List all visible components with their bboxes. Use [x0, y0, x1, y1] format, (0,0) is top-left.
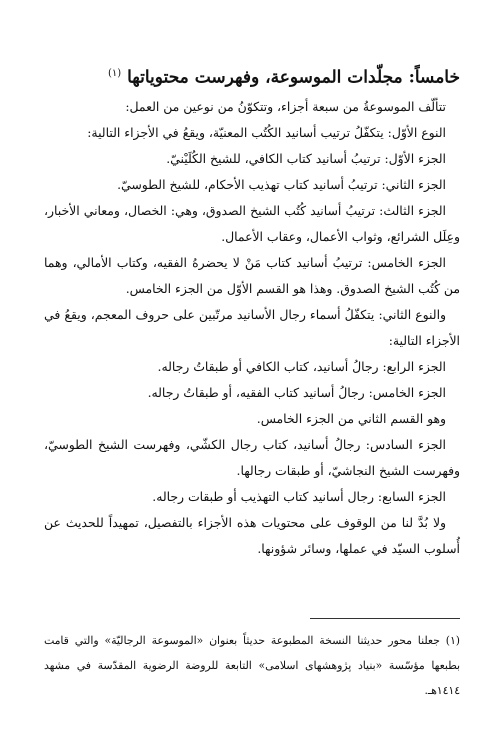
paragraph-part-two: الجزء الثاني: ترتيبُ أسانيد كتاب تهذيب الأحكام، للشيخ الطوسيّ.	[117, 177, 446, 192]
paragraph-part-four: الجزء الرابع: رجالُ أسانيد، كتاب الكافي أو طبقاتُ رجاله.	[157, 359, 446, 374]
footnote-text: (١) جعلنا محور حديثنا النسخة المطبوعة حديثاً بعنوان «الموسوعة الرجاليّة» والتي قامت بطبعها مؤسّسة «بنياد پژوهشهاى اسلامى» التابعة للروضة الرضوية المقدّسة في مشهد ١٤١٤هـ.	[44, 634, 460, 697]
paragraph-part-six: الجزء السادس: رجالُ أسانيد، كتاب رجال الكشّي، وفهرست الشيخ الطوسيّ، وفهرست الشيخ النجاشيّ، أو طبقات رجالها.	[44, 437, 460, 478]
paragraph-part-one: الجزء الأوّل: ترتيبُ أسانيد كتاب الكافي، للشيخ الكُلَيْنيّ.	[166, 151, 446, 166]
paragraph-part-three: الجزء الثالث: ترتيبُ أسانيد كُتُب الشيخ الصدوق، وهي: الخصال، ومعاني الأخبار، وعِلَل الشرائع، وثواب الأعمال، وعقاب الأعمال.	[44, 203, 460, 244]
footnote-reference[interactable]: (١)	[108, 68, 122, 79]
paragraph-type-two: والنوع الثاني: يتكفّلُ أسماء رجال الأسانيد مرتّبين على حروف المعجم، ويقعُ في الأجزاء التالية:	[44, 307, 460, 348]
paragraph-part-seven: الجزء السابع: رجال أسانيد كتاب التهذيب أو طبقات رجاله.	[152, 489, 446, 504]
footnote-separator	[310, 618, 460, 619]
paragraph-conclusion: ولا بُدَّ لنا من الوقوف على محتويات هذه الأجزاء بالتفصيل، تمهيداً للحديث عن أُسلوب السيّد في عملها، وسائر شؤونها.	[44, 515, 460, 556]
section-heading	[44, 60, 460, 92]
body-text	[44, 94, 460, 562]
paragraph-part-five-a: الجزء الخامس: ترتيبُ أسانيد كتاب مَنْ لا يحضرهُ الفقيه، وكتاب الأمالي، وهما من كُتُب الشيخ الصدوق. وهذا هو القسم الأوّل من الجزء الخامس.	[44, 255, 460, 296]
paragraph-part-five-note: وهو القسم الثاني من الجزء الخامس.	[256, 411, 446, 426]
paragraph-intro: تتألّف الموسوعةُ من سبعة أجزاء، وتتكوّنُ من نوعين من العمل:	[125, 99, 446, 114]
section-heading-text: خامساً: مجلّدات الموسوعة، وفهرست محتوياتها	[127, 67, 460, 88]
paragraph-type-one: النوع الأوّل: يتكفّلُ ترتيب أسانيد الكُتُب المعنيّة، ويقعُ في الأجزاء التالية:	[87, 125, 446, 140]
paragraph-part-five-b: الجزء الخامس: رجالُ أسانيد كتاب الفقيه، أو طبقاتُ رجاله.	[147, 385, 446, 400]
footnote	[44, 628, 460, 703]
